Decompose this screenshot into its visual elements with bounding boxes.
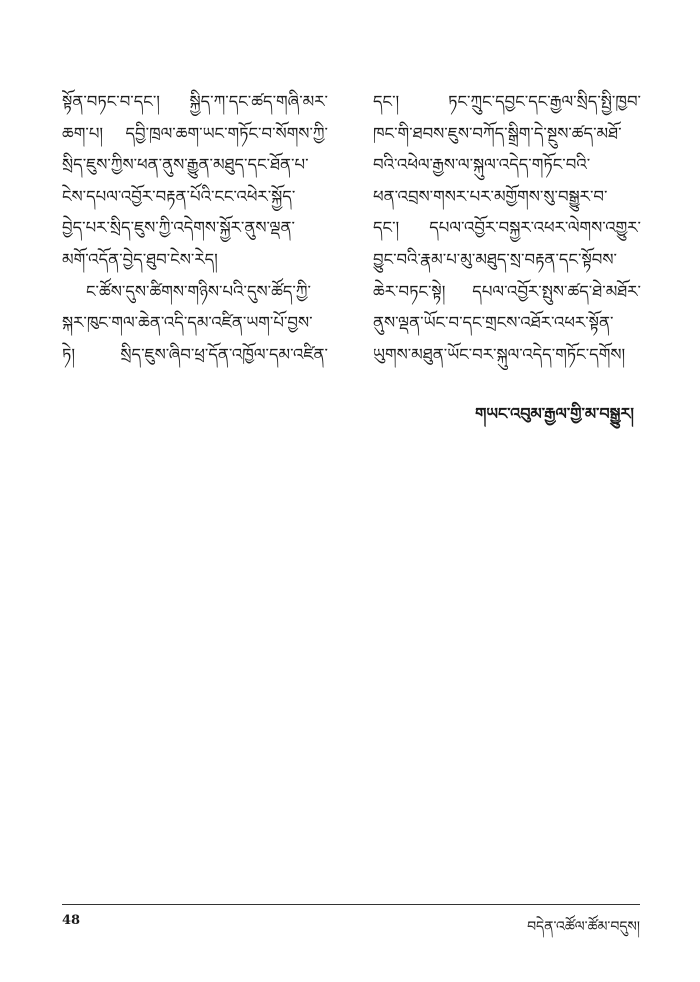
running-title: བདེན་འཚོལ་ཚོམ་བདུས། bbox=[527, 919, 640, 935]
text-line: ཏེ། སྲིད་ཇུས་ཞིབ་ཕྲ་དོན་འཁྱོལ་དམ་འཛིན་ bbox=[62, 344, 328, 364]
footer-divider bbox=[62, 904, 640, 905]
left-column bbox=[62, 86, 328, 370]
text-line: བའི་འཕེལ་རྒྱས་ལ་སྐུལ་འདེད་གཏོང་བའི་ bbox=[373, 155, 591, 175]
text-line: ང་ཚོས་དུས་ཚིགས་གཉིས་པའི་དུས་ཚོད་ཀྱི་ bbox=[86, 281, 311, 301]
text-line: ནུས་ལྡན་ཡོང་བ་དང་གྲངས་འཐོར་འཕར་སྟོན་ bbox=[373, 313, 614, 333]
text-line: མགོ་འདོན་བྱེད་ཐུབ་ངེས་རེད། bbox=[62, 249, 218, 269]
text-line: ཆག་པ། དབྱི་ཁྲལ་ཆག་ཡང་གཏོང་བ་སོགས་ཀྱི་ bbox=[62, 123, 328, 143]
author-signature: གཡང་འབུམ་རྒྱལ་གྱི་མ་བསྒྱུར། bbox=[475, 404, 634, 423]
text-line: སྲིད་ཇུས་ཀྱིས་ཕན་ནུས་རྒྱུན་མཐུད་དང་ཐོན་པ་ bbox=[62, 155, 309, 175]
text-line: བྱེད་པར་སྲིད་ཇུས་ཀྱི་འདེགས་སྐྱོར་ནུས་ལྡན་ bbox=[62, 218, 295, 238]
text-line: ཕན་འབྲས་གསར་པར་མགྱོགས་སུ་བསྒྱུར་བ་ bbox=[373, 186, 608, 206]
text-line: དང་། ཏང་ཀྲུང་དབྱང་དང་རྒྱལ་སྲིད་སྤྱི་ཁྱབ་ bbox=[373, 92, 641, 111]
text-line: ཆེར་བཏང་སྟེ། དཔལ་འབྱོར་སྤུས་ཚད་ཐེ་མཐོར་ bbox=[373, 281, 641, 301]
page-number: 48 bbox=[62, 913, 81, 928]
right-column bbox=[373, 86, 641, 370]
text-line: བྱུང་བའི་རྣམ་པ་མུ་མཐུད་སྲ་བརྟན་དང་སྟོབས་ bbox=[373, 249, 617, 269]
text-line: ཁང་གི་ཐབས་ཇུས་བཀོད་སྒྲིག་དེ་སྔུས་ཚད་མཐོ་ bbox=[373, 123, 622, 143]
text-line: ངེས་དཔལ་འབྱོར་བརྟན་པོའི་ངང་འཕེར་སྐྱོད་ bbox=[62, 186, 296, 206]
text-line: ཡུགས་མཐུན་ཡོང་བར་སྐུལ་འདེད་གཏོང་དགོས། bbox=[373, 344, 626, 364]
text-line: དང་། དཔལ་འབྱོར་བསྐྱར་འཕར་ལེགས་འགྱུར་ bbox=[373, 218, 641, 238]
text-line: སྟོན་བཏང་བ་དང་། སྐྱིད་ཀ་དང་ཚད་གཞི་མར་ bbox=[62, 92, 328, 111]
text-line: སྐར་ཁུང་གལ་ཆེན་འདི་དམ་འཛིན་ཡག་པོ་བྱས་ bbox=[62, 313, 313, 333]
